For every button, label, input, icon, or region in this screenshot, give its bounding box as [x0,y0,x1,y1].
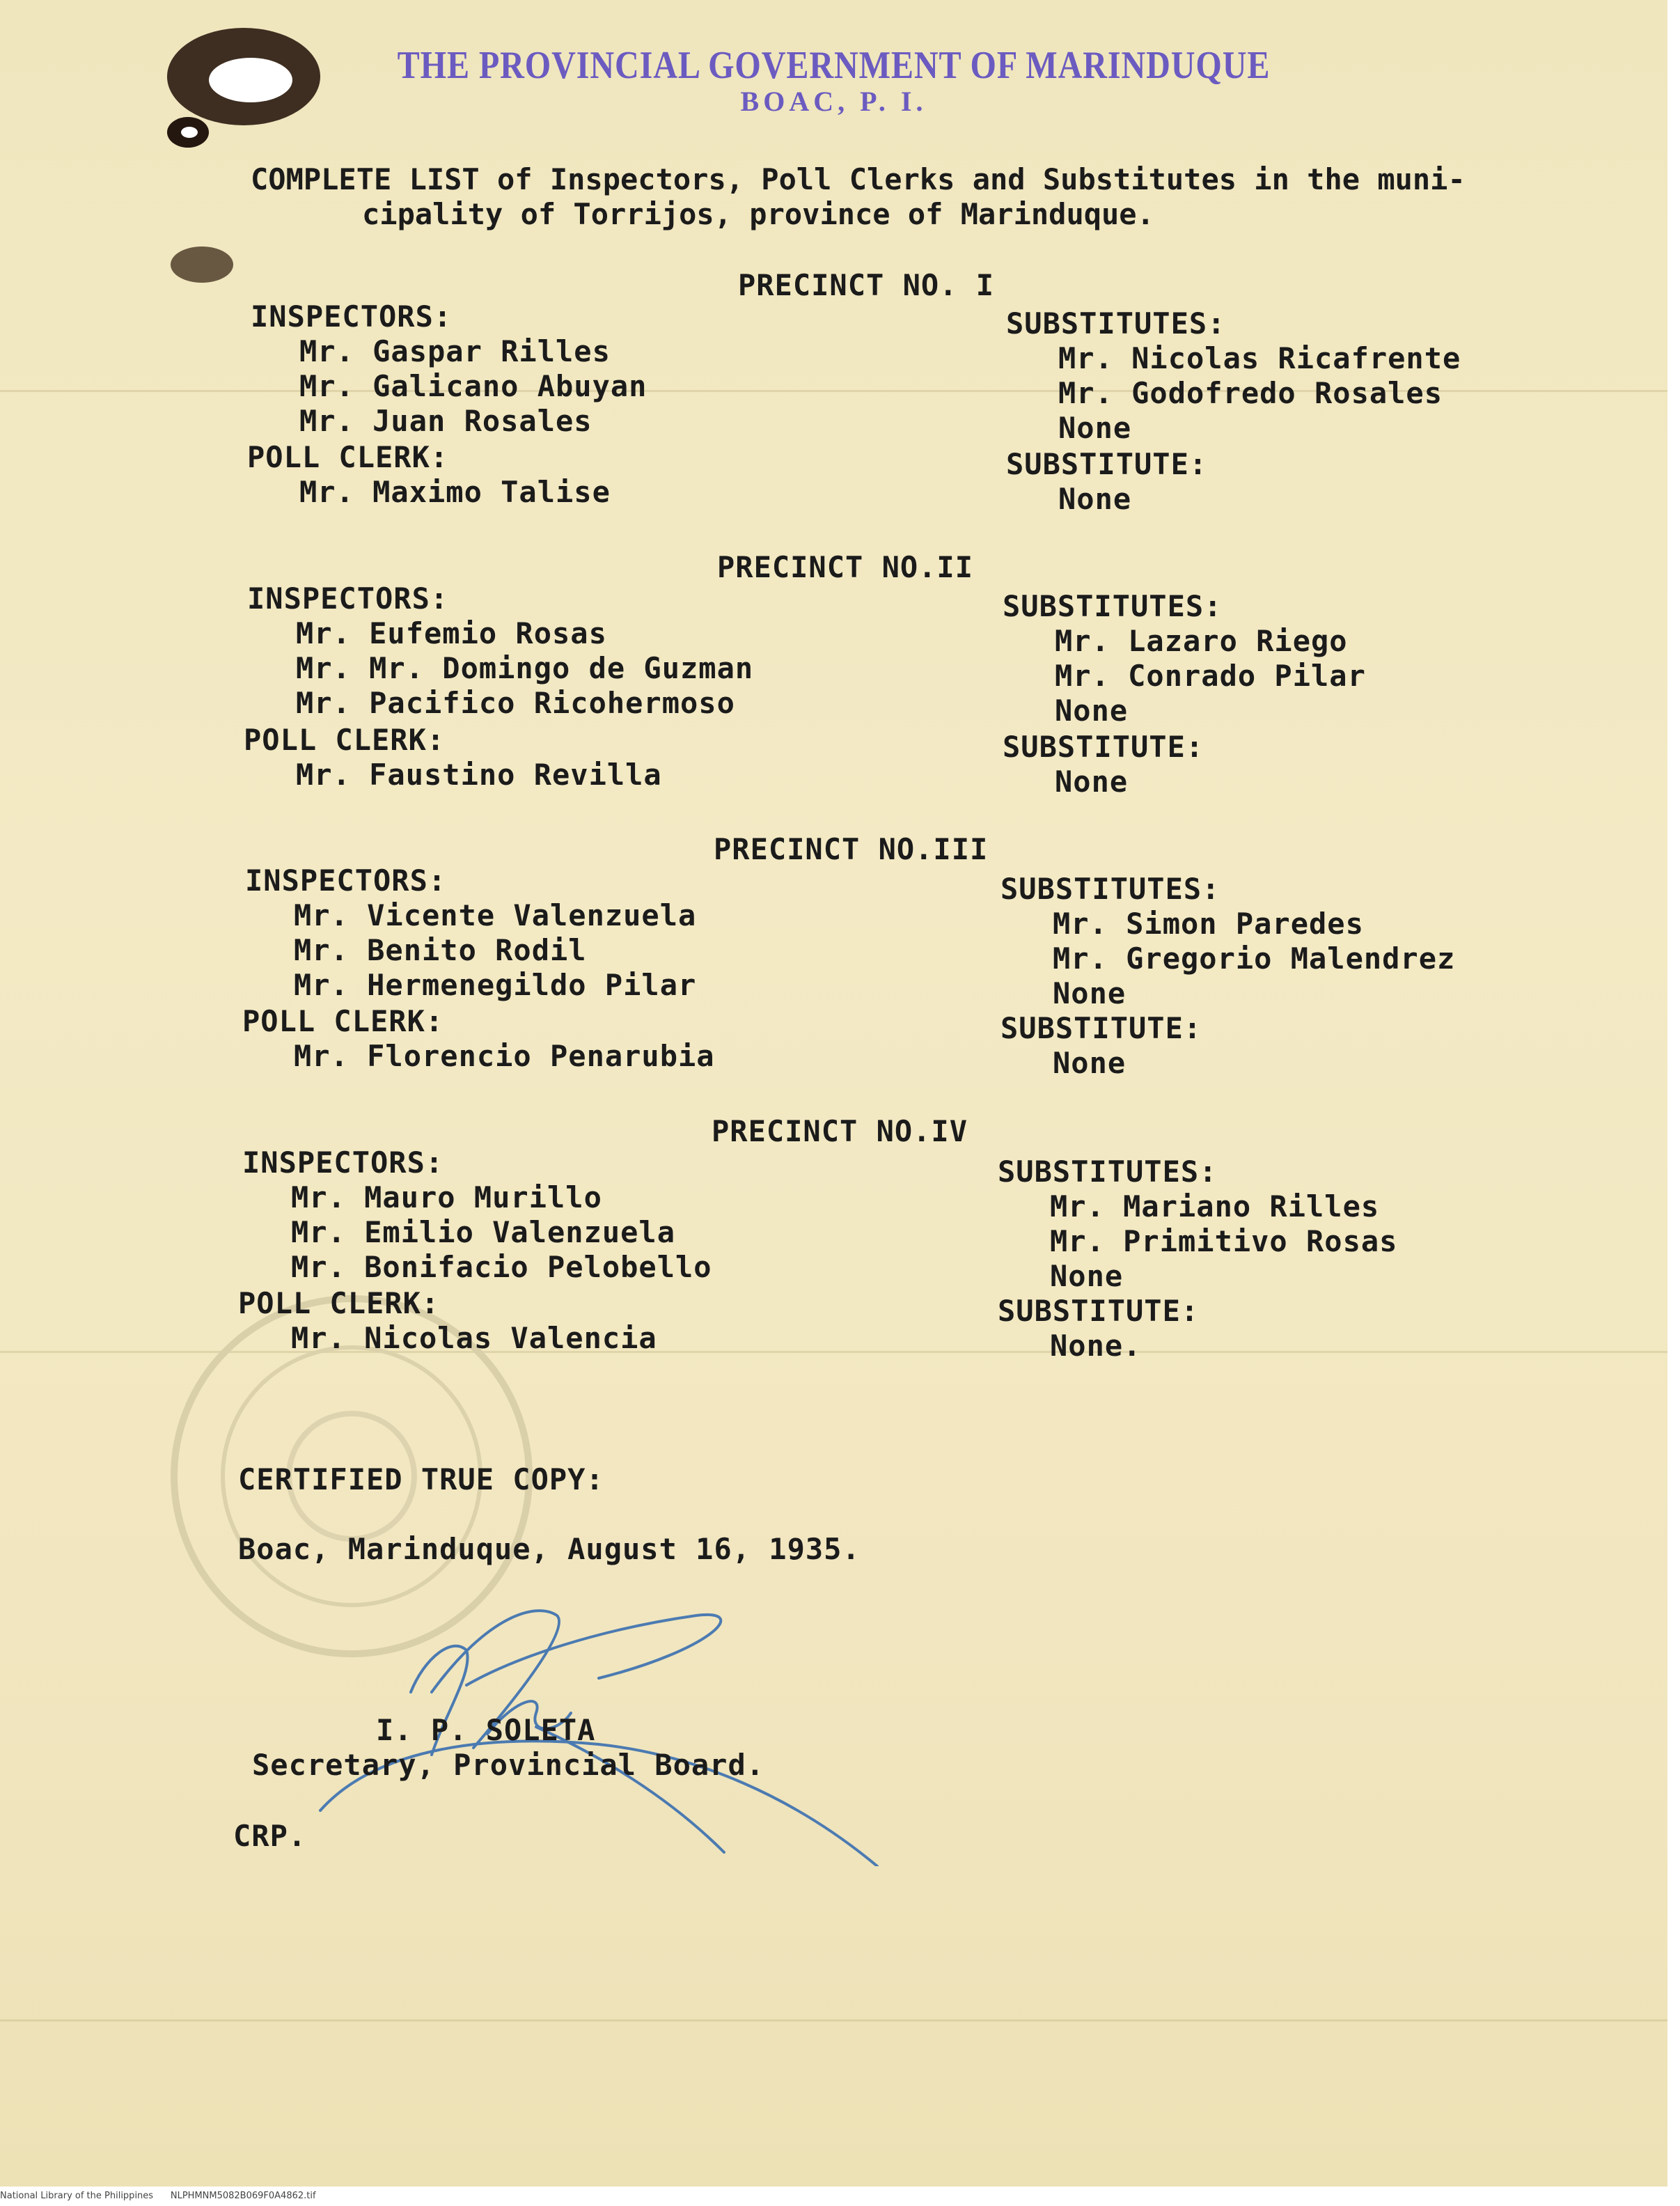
precinct-1-inspector: Mr. Gaspar Rilles [299,334,611,368]
precinct-4-inspector: Mr. Emilio Valenzuela [291,1215,676,1249]
precinct-4-poll-clerk-label: POLL CLERK: [238,1286,440,1320]
precinct-2-poll-clerk-label: POLL CLERK: [244,723,446,757]
precinct-4-substitute-item: Mr. Mariano Rilles [1050,1189,1380,1223]
precinct-2-substitute-item: Mr. Lazaro Riego [1055,624,1348,658]
stain-mark [164,240,240,289]
footer-credit: National Library of the Philippines [0,2191,154,2201]
precinct-1-inspectors-label: INSPECTORS: [251,299,453,334]
precinct-4-substitute-label: SUBSTITUTE: [998,1294,1200,1328]
precinct-3-inspector: Mr. Benito Rodil [294,933,587,967]
precinct-3-poll-clerk-label: POLL CLERK: [242,1004,444,1038]
precinct-2-inspector: Mr. Pacifico Ricohermoso [296,686,735,720]
scan-footer [0,2191,316,2201]
precinct-1-substitute-item: None [1058,411,1132,445]
precinct-1-substitute-item: Mr. Godofredo Rosales [1058,376,1443,410]
initials: CRP. [233,1819,307,1853]
precinct-4-substitute-item: Mr. Primitivo Rosas [1050,1224,1398,1258]
precinct-2-inspectors-label: INSPECTORS: [247,581,449,616]
precinct-3-inspector: Mr. Hermenegildo Pilar [294,968,697,1002]
precinct-2-inspector: Mr. Mr. Domingo de Guzman [296,651,754,685]
certified-heading: CERTIFIED TRUE COPY: [238,1462,604,1496]
precinct-4-substitute: None. [1050,1329,1142,1363]
signer-title: Secretary, Provincial Board. [252,1748,765,1782]
footer-code: NLPHMNM5082B069F0A4862.tif [170,2191,316,2201]
precinct-3-substitute-item: Mr. Gregorio Malendrez [1053,941,1456,976]
precinct-3-substitute-label: SUBSTITUTE: [1000,1011,1202,1045]
paper-fold [0,2019,1667,2021]
precinct-1-substitute-label: SUBSTITUTE: [1006,447,1208,481]
precinct-1-poll-clerk-label: POLL CLERK: [247,440,449,474]
precinct-2-substitute-item: Mr. Conrado Pilar [1055,659,1366,693]
precinct-2-substitutes-label: SUBSTITUTES: [1003,589,1223,623]
precinct-1-poll-clerk: Mr. Maximo Talise [299,475,611,509]
precinct-1-title: PRECINCT NO. I [738,268,995,302]
intro-line-2: cipality of Torrijos, province of Marinduque. [362,197,1154,231]
letterhead-location: BOAC, P. I. [740,86,927,117]
precinct-4-substitutes-label: SUBSTITUTES: [998,1155,1218,1189]
precinct-4-substitute-item: None [1050,1259,1124,1293]
precinct-3-title: PRECINCT NO.III [714,832,989,866]
precinct-3-substitute-item: Mr. Simon Paredes [1053,907,1364,941]
precinct-3-substitutes-label: SUBSTITUTES: [1000,872,1220,906]
letterhead-title: THE PROVINCIAL GOVERNMENT OF MARINDUQUE [397,44,1271,87]
precinct-4-inspector: Mr. Bonifacio Pelobello [291,1250,712,1284]
precinct-2-poll-clerk: Mr. Faustino Revilla [296,758,662,792]
precinct-2-substitute-item: None [1055,694,1129,728]
place-date: Boac, Marinduque, August 16, 1935. [238,1532,861,1566]
precinct-1-inspector: Mr. Juan Rosales [299,404,592,438]
precinct-1-inspector: Mr. Galicano Abuyan [299,369,647,403]
precinct-1-substitute-item: Mr. Nicolas Ricafrente [1058,341,1461,375]
precinct-4-title: PRECINCT NO.IV [712,1114,968,1148]
precinct-2-substitute: None [1055,765,1129,799]
precinct-2-substitute-label: SUBSTITUTE: [1003,730,1204,764]
precinct-1-substitute: None [1058,482,1132,516]
precinct-3-substitute: None [1053,1046,1126,1080]
precinct-4-inspectors-label: INSPECTORS: [242,1145,444,1180]
intro-line-1: COMPLETE LIST of Inspectors, Poll Clerks and Substitutes in the muni- [251,162,1466,196]
precinct-2-inspector: Mr. Eufemio Rosas [296,616,607,650]
precinct-3-substitute-item: None [1053,976,1126,1010]
precinct-3-inspectors-label: INSPECTORS: [245,863,447,898]
signer-name: I. P. SOLETA [376,1713,596,1747]
precinct-2-title: PRECINCT NO.II [717,550,974,584]
precinct-4-inspector: Mr. Mauro Murillo [291,1180,602,1214]
precinct-3-poll-clerk: Mr. Florencio Penarubia [294,1039,715,1073]
precinct-1-substitutes-label: SUBSTITUTES: [1006,306,1226,341]
precinct-3-inspector: Mr. Vicente Valenzuela [294,898,697,932]
precinct-4-poll-clerk: Mr. Nicolas Valencia [291,1321,657,1355]
